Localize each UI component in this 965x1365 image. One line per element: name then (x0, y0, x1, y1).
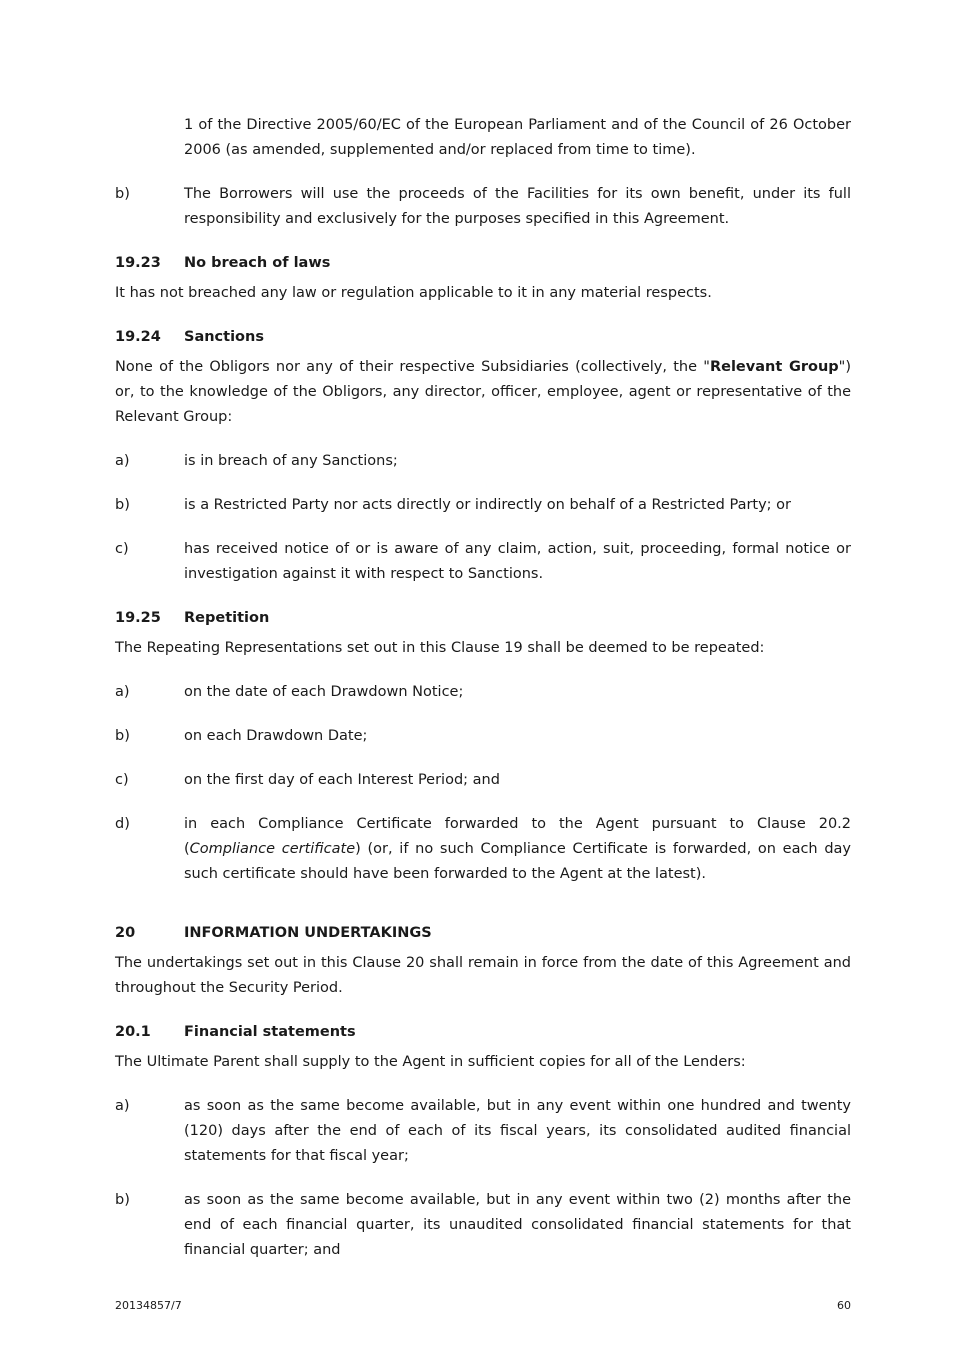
list-item (115, 724, 851, 749)
section-heading-19-23 (115, 251, 851, 276)
list-label: b) (115, 1192, 130, 1208)
list-label: c) (115, 541, 129, 557)
list-item (115, 1188, 851, 1263)
list-item (115, 1094, 851, 1169)
section-title: INFORMATION UNDERTAKINGS (184, 925, 432, 941)
cross-reference-title: Compliance certificate (189, 841, 356, 857)
section-intro: The Repeating Representations set out in this Clause 19 shall be deemed to be repeated: (115, 640, 765, 656)
section-number: 19.24 (115, 329, 161, 345)
section-number: 19.25 (115, 610, 161, 626)
list-text: on the date of each Drawdown Notice; (184, 684, 464, 700)
section-number: 20.1 (115, 1024, 151, 1040)
list-text: has received notice of or is aware of any claim, action, suit, proceeding, formal notice or investigation against it with respect to Sanctions. (184, 541, 851, 582)
list-text: as soon as the same become available, but in any event within two (2) months after the end of each financial quarter, its unaudited consolidated financial statements for that financial quarter; and (184, 1192, 851, 1258)
page-number: 60 (837, 1299, 851, 1312)
list-label: b) (115, 186, 130, 202)
section-body: It has not breached any law or regulation applicable to it in any material respects. (115, 285, 712, 301)
section-intro: The Ultimate Parent shall supply to the Agent in sufficient copies for all of the Lenders: (115, 1054, 746, 1070)
section-title: Sanctions (184, 329, 264, 345)
list-label: d) (115, 816, 130, 832)
list-text (184, 812, 851, 887)
list-label: a) (115, 1098, 130, 1114)
section-title: No breach of laws (184, 255, 331, 271)
section-number: 20 (115, 925, 136, 941)
page-footer (115, 1299, 851, 1312)
list-item (115, 449, 851, 474)
list-text: as soon as the same become available, but in any event within one hundred and twenty (120) days after the end of each of its fiscal years, its consolidated audited financial statements for that fiscal year; (184, 1098, 851, 1164)
list-text: on the first day of each Interest Period; and (184, 772, 500, 788)
list-label: b) (115, 497, 130, 513)
continuation-text: 1 of the Directive 2005/60/EC of the European Parliament and of the Council of 26 October 2006 (as amended, supplemented and/or replaced from time to time). (184, 117, 851, 158)
section-heading-19-25 (115, 606, 851, 631)
list-text: on each Drawdown Date; (184, 728, 368, 744)
list-text: The Borrowers will use the proceeds of the Facilities for its own benefit, under its full responsibility and exclusively for the purposes specified in this Agreement. (184, 186, 851, 227)
list-label: a) (115, 684, 130, 700)
section-heading-20 (115, 921, 851, 946)
section-number: 19.23 (115, 255, 161, 271)
section-heading-20-1 (115, 1020, 851, 1045)
document-page (115, 113, 851, 1282)
list-text-part: ) (or, if no such Compliance Certificate is forwarded, on each day such certificate should have been forwarded to the Agent at the latest). (184, 841, 851, 882)
list-item (115, 812, 851, 887)
list-text: is in breach of any Sanctions; (184, 453, 398, 469)
list-label: b) (115, 728, 130, 744)
section-title: Financial statements (184, 1024, 356, 1040)
intro-text: ") or, to the knowledge of the Obligors, any director, officer, employee, agent or representative of the Relevant Group: (115, 359, 851, 425)
list-item (115, 768, 851, 793)
section-title: Repetition (184, 610, 270, 626)
list-label: c) (115, 772, 129, 788)
defined-term: Relevant Group (709, 359, 839, 375)
list-text: is a Restricted Party nor acts directly or indirectly on behalf of a Restricted Party; or (184, 497, 792, 513)
section-intro (115, 355, 851, 430)
list-item (115, 537, 851, 587)
section-body: The undertakings set out in this Clause 20 shall remain in force from the date of this Agreement and throughout the Security Period. (115, 955, 851, 996)
list-label: a) (115, 453, 130, 469)
list-item (115, 493, 851, 518)
intro-text: None of the Obligors nor any of their respective Subsidiaries (collectively, the " (115, 359, 710, 375)
list-text-part: in each Compliance Certificate forwarded to the Agent pursuant to Clause 20.2 ( (184, 816, 851, 857)
section-heading-19-24 (115, 325, 851, 350)
list-item (115, 182, 851, 232)
document-reference: 20134857/7 (115, 1299, 182, 1312)
list-item (115, 680, 851, 705)
